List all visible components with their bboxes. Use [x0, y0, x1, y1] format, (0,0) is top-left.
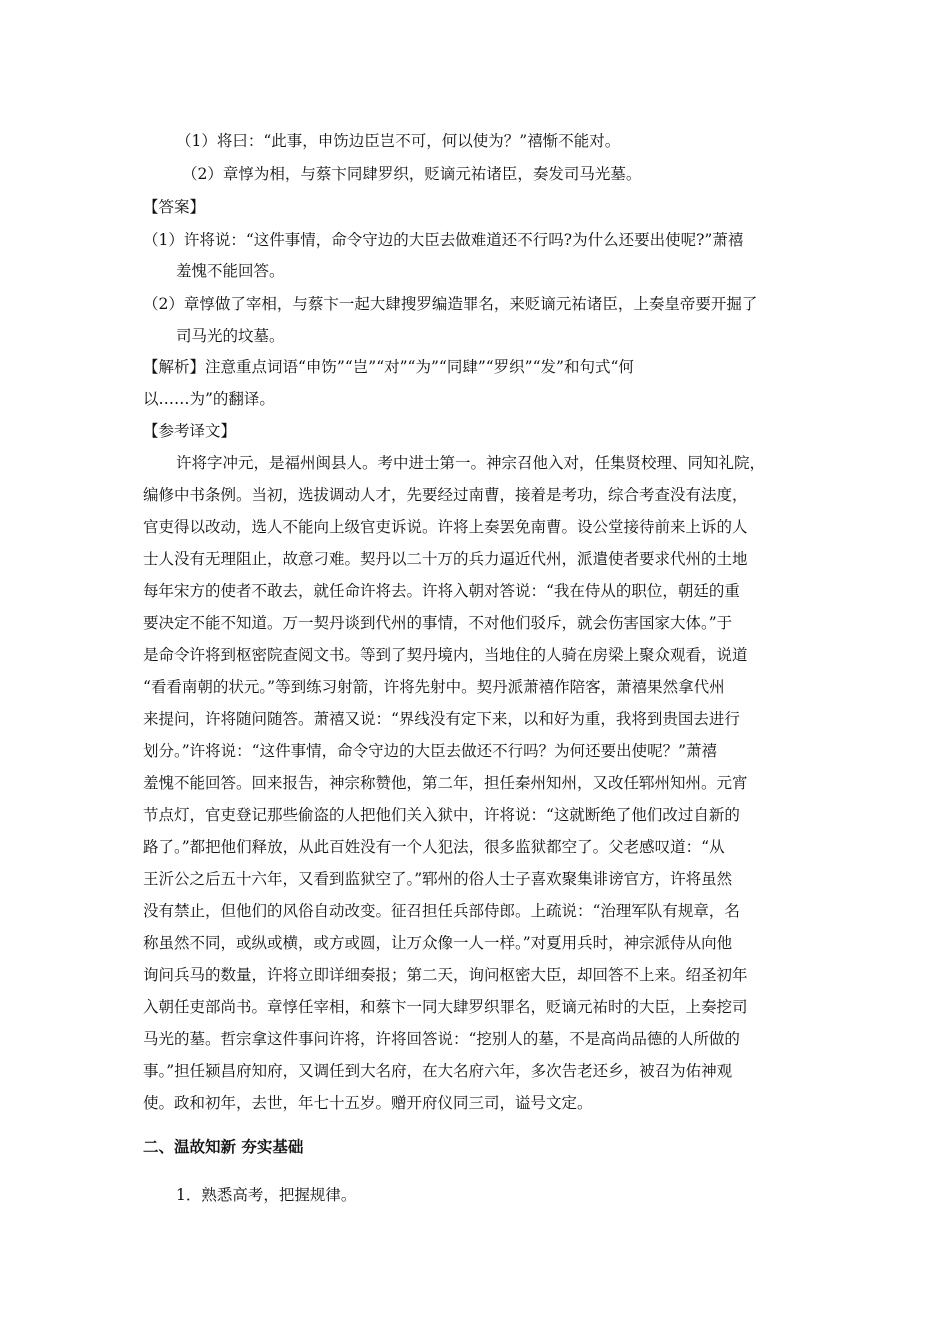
- reference-line: 许将字冲元，是福州闽县人。考中进士第一。神宗召他入对，任集贤校理、同知礼院，: [176, 454, 766, 472]
- question-1: （1）将曰：“此事，申饬边臣岂不可，何以使为？”禧惭不能对。: [176, 132, 621, 150]
- reference-line: 询问兵马的数量，许将立即详细奏报；第二天，询问枢密大臣，却回答不上来。绍圣初年: [143, 966, 748, 984]
- answer-line: （1）许将说：“这件事情，命令守边的大臣去做难道还不行吗?为什么还要出使呢?”萧禧: [143, 231, 744, 249]
- section-heading: 二、温故知新 夯实基础: [143, 1137, 304, 1156]
- reference-line: 节点灯，官吏登记那些偷盗的人把他们关入狱中，许将说：“这就断绝了他们改过自新的: [143, 806, 740, 824]
- reference-line: “看看南朝的状元。”等到练习射箭，许将先射中。契丹派萧禧作陪客，萧禧果然拿代州: [143, 678, 725, 696]
- reference-line: 是命令许将到枢密院查阅文书。等到了契丹境内，当地住的人骑在房梁上聚众观看，说道: [143, 646, 748, 664]
- answer-line: 羞愧不能回答。: [176, 262, 285, 280]
- reference-line: 使。政和初年，去世，年七十五岁。赠开府仪同三司，谥号文定。: [143, 1094, 593, 1112]
- reference-line: 要决定不能不知道。万一契丹谈到代州的事情，不对他们驳斥，就会伤害国家大体。”于: [143, 614, 733, 632]
- reference-line: 编修中书条例。当初，选拔调动人才，先要经过南曹，接着是考功，综合考查没有法度，: [143, 486, 748, 504]
- answer-line: （2）章惇做了宰相，与蔡卞一起大肆搜罗编造罪名，来贬谪元祐诸臣，上奏皇帝要开掘了: [143, 295, 758, 313]
- reference-line: 路了。”都把他们释放，从此百姓没有一个人犯法，很多监狱都空了。父老感叹道：“从: [143, 838, 725, 856]
- reference-line: 入朝任吏部尚书。章惇任宰相，和蔡卞一同大肆罗织罪名，贬谪元祐时的大臣，上奏挖司: [143, 998, 748, 1016]
- reference-line: 每年宋方的使者不敢去，就任命许将去。许将入朝对答说：“我在侍从的职位，朝廷的重: [143, 582, 740, 600]
- reference-line: 王沂公之后五十六年，又看到监狱空了。”郓州的俗人士子喜欢聚集诽谤官方，许将虽然: [143, 870, 733, 888]
- analysis-line: 【解析】注意重点词语“申饬”“岂”“对”“为”“同肆”“罗织”“发”和句式“何: [143, 358, 634, 376]
- reference-line: 官吏得以改动，选人不能向上级官吏诉说。许将上奏罢免南曹。设公堂接待前来上诉的人: [143, 518, 748, 536]
- section-item: 1．熟悉高考，把握规律。: [176, 1186, 357, 1204]
- reference-line: 没有禁止，但他们的风俗自动改变。征召担任兵部侍郎。上疏说：“治理军队有规章，名: [143, 902, 740, 920]
- reference-line: 称虽然不同，或纵或横，或方或圆，让万众像一人一样。”对夏用兵时，神宗派侍从向他: [143, 934, 733, 952]
- reference-line: 划分。”许将说：“这件事情，命令守边的大臣去做还不行吗？为何还要出使呢？”萧禧: [143, 742, 718, 760]
- answer-line: 司马光的坟墓。: [176, 327, 285, 345]
- reference-heading: 【参考译文】: [143, 422, 237, 440]
- reference-line: 羞愧不能回答。回来报告，神宗称赞他，第二年，担任秦州知州，又改任郓州知州。元宵: [143, 774, 748, 792]
- question-2: （2）章惇为相，与蔡卞同肆罗织，贬谪元祐诸臣，奏发司马光墓。: [182, 165, 642, 183]
- analysis-line: 以……为”的翻译。: [143, 390, 275, 408]
- reference-line: 士人没有无理阻止，故意刁难。契丹以二十万的兵力逼近代州，派遣使者要求代州的土地: [143, 550, 748, 568]
- answer-heading: 【答案】: [143, 198, 206, 216]
- reference-line: 来提问，许将随问随答。萧禧又说：“界线没有定下来，以和好为重，我将到贵国去进行: [143, 710, 740, 728]
- reference-line: 马光的墓。哲宗拿这件事问许将，许将回答说：“挖别人的墓，不是高尚品德的人所做的: [143, 1030, 740, 1048]
- reference-line: 事。”担任颍昌府知府，又调任到大名府，在大名府六年，多次告老还乡，被召为佑神观: [143, 1062, 733, 1080]
